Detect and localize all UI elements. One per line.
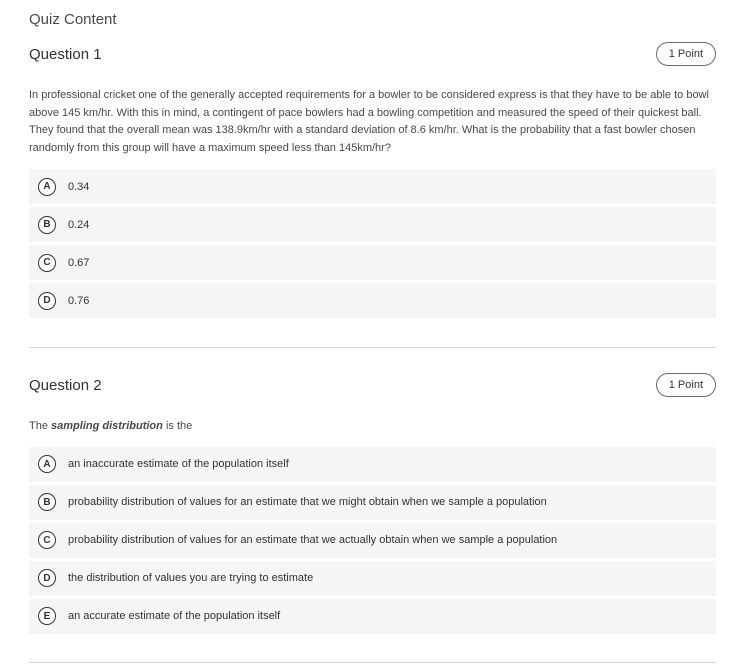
page-heading: Quiz Content (29, 11, 117, 28)
option-letter-badge: C (38, 254, 56, 272)
option-a[interactable] (29, 169, 716, 204)
question-1 (29, 42, 716, 321)
answer-options (29, 447, 716, 634)
option-letter-badge: B (38, 216, 56, 234)
question-text-prefix: The (29, 420, 48, 432)
question-title: Question 1 (29, 46, 102, 63)
option-letter-badge: C (38, 531, 56, 549)
question-header (29, 42, 716, 68)
question-2 (29, 373, 716, 637)
option-letter-badge: A (38, 178, 56, 196)
option-text: the distribution of values you are trying to estimate (68, 572, 314, 584)
option-letter-badge: B (38, 493, 56, 511)
option-letter-badge: E (38, 607, 56, 625)
option-text: an inaccurate estimate of the population itself (68, 458, 289, 470)
option-letter-badge: D (38, 569, 56, 587)
option-a[interactable] (29, 447, 716, 482)
question-text-emphasis: sampling distribution (51, 420, 163, 432)
divider (29, 347, 716, 348)
divider (29, 662, 716, 663)
option-text: 0.34 (68, 180, 90, 193)
option-text: 0.24 (68, 218, 90, 231)
option-letter-badge: D (38, 292, 56, 310)
points-badge: 1 Point (656, 373, 716, 397)
points-badge: 1 Point (656, 42, 716, 66)
option-d[interactable] (29, 283, 716, 318)
option-text: probability distribution of values for an estimate that we might obtain when we sample a population (68, 496, 547, 508)
option-letter-badge: A (38, 455, 56, 473)
option-c[interactable] (29, 523, 716, 558)
option-b[interactable] (29, 485, 716, 520)
answer-options (29, 169, 716, 318)
option-c[interactable] (29, 245, 716, 280)
question-text (29, 418, 716, 436)
option-b[interactable] (29, 207, 716, 242)
question-text-suffix: is the (165, 420, 193, 432)
option-e[interactable] (29, 599, 716, 634)
option-text: 0.76 (68, 294, 90, 307)
option-text: 0.67 (68, 256, 90, 269)
option-d[interactable] (29, 561, 716, 596)
option-text: probability distribution of values for an estimate that we actually obtain when we sample a population (68, 534, 558, 546)
question-title: Question 2 (29, 377, 102, 394)
question-header (29, 373, 716, 399)
question-text: In professional cricket one of the generally accepted requirements for a bowler to be considered express is that they have to be able to bowl above 145 km/hr. With this in mind, a contingent of pace bowlers had a bowling competition and measured the speed of their quickest ball. They found that the overall mean was 138.9km/hr with a standard deviation of 8.6 km/hr. What is the probability that a fast bowler chosen randomly from this group will have a maximum speed less than 145km/hr? (29, 89, 709, 154)
option-text: an accurate estimate of the population itself (68, 610, 281, 622)
